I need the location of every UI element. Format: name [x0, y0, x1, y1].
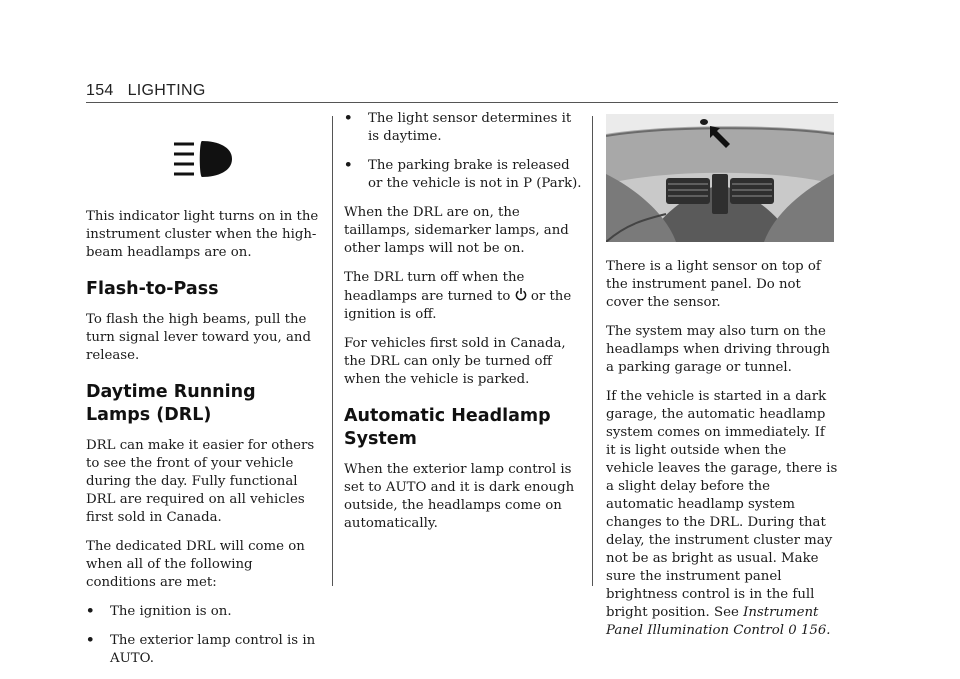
instrument-panel-light-sensor-photo: [606, 114, 834, 242]
heading-automatic-headlamp: [344, 405, 582, 451]
cross-reference-link[interactable]: Instrument Panel Illumination Control: [606, 605, 819, 638]
column-3: [606, 110, 838, 651]
header-rule: [86, 102, 838, 103]
heading-auto-line-1: Automatic Headlamp: [344, 406, 551, 426]
drl-on-text: When the DRL are on, the taillamps, sidemarker lamps, and other lamps will not be on.: [344, 205, 569, 256]
sensor-text: There is a light sensor on top of the instrument panel. Do not cover the sensor.: [606, 259, 821, 310]
column-divider-1: [332, 116, 333, 586]
list-item: [344, 110, 582, 146]
reference-page[interactable]: 156.: [800, 623, 831, 638]
heading-drl-line-2: Lamps (DRL): [86, 405, 212, 425]
see-label: See: [714, 605, 739, 620]
dark-garage-text: [606, 388, 838, 640]
list-item: [86, 632, 322, 668]
bullet-text: The ignition is on.: [110, 604, 232, 619]
heading-flash-to-pass: Flash-to-Pass: [86, 279, 219, 299]
page-number: 154: [86, 82, 114, 99]
drl-conditions: The dedicated DRL will come on when all of the following conditions are met:: [86, 539, 305, 590]
reference-arrow-icon: 0: [788, 623, 797, 638]
power-off-icon: [515, 287, 527, 301]
drl-off-after: or the ignition is off.: [344, 289, 572, 322]
bullet-text: The exterior lamp control is in AUTO.: [110, 633, 316, 666]
drl-text: DRL can make it easier for others to see the front of your vehicle during the day. Fully functional DRL are required on all vehicles first sold in Canada.: [86, 438, 315, 525]
column-1: [86, 110, 322, 679]
column-2: [344, 110, 582, 544]
drl-off-before: The DRL turn off when the headlamps are turned to: [344, 270, 525, 304]
high-beam-indicator-icon: [86, 110, 322, 208]
drl-off-text: [344, 269, 582, 324]
heading-drl-line-1: Daytime Running: [86, 382, 256, 402]
indicator-intro: This indicator light turns on in the instrument cluster when the high-beam headlamps are on.: [86, 209, 319, 260]
bullet-dot: •: [344, 158, 353, 173]
bullet-dot: •: [86, 633, 95, 648]
bullet-text: The light sensor determines it is daytime.: [368, 111, 572, 144]
list-item: [86, 603, 322, 621]
page-header: [86, 82, 838, 100]
canada-text: For vehicles first sold in Canada, the DRL can only be turned off when the vehicle is parked.: [344, 336, 566, 387]
section-title: LIGHTING: [127, 82, 206, 99]
auto-text: When the exterior lamp control is set to AUTO and it is dark enough outside, the headlamps come on automatically.: [344, 462, 575, 531]
bullet-text: The parking brake is released or the vehicle is not in P (Park).: [368, 158, 582, 191]
bullet-dot: •: [86, 604, 95, 619]
garage-text: The system may also turn on the headlamps when driving through a parking garage or tunnel.: [606, 324, 830, 375]
list-item: [344, 157, 582, 193]
column-divider-2: [592, 116, 593, 586]
heading-drl: [86, 381, 322, 427]
bullet-dot: •: [344, 111, 353, 126]
dark-garage-body: If the vehicle is started in a dark garage, the automatic headlamp system comes on immediately. If it is light outside when the vehicle leaves the garage, there is a slight delay before the automatic headlamp system changes to the DRL. During that delay, the instrument cluster may not be as bright as usual. Make sure the instrument panel brightness control is in the full bright position.: [606, 389, 838, 620]
flash-text: To flash the high beams, pull the turn signal lever toward you, and release.: [86, 312, 311, 363]
heading-auto-line-2: System: [344, 429, 417, 449]
